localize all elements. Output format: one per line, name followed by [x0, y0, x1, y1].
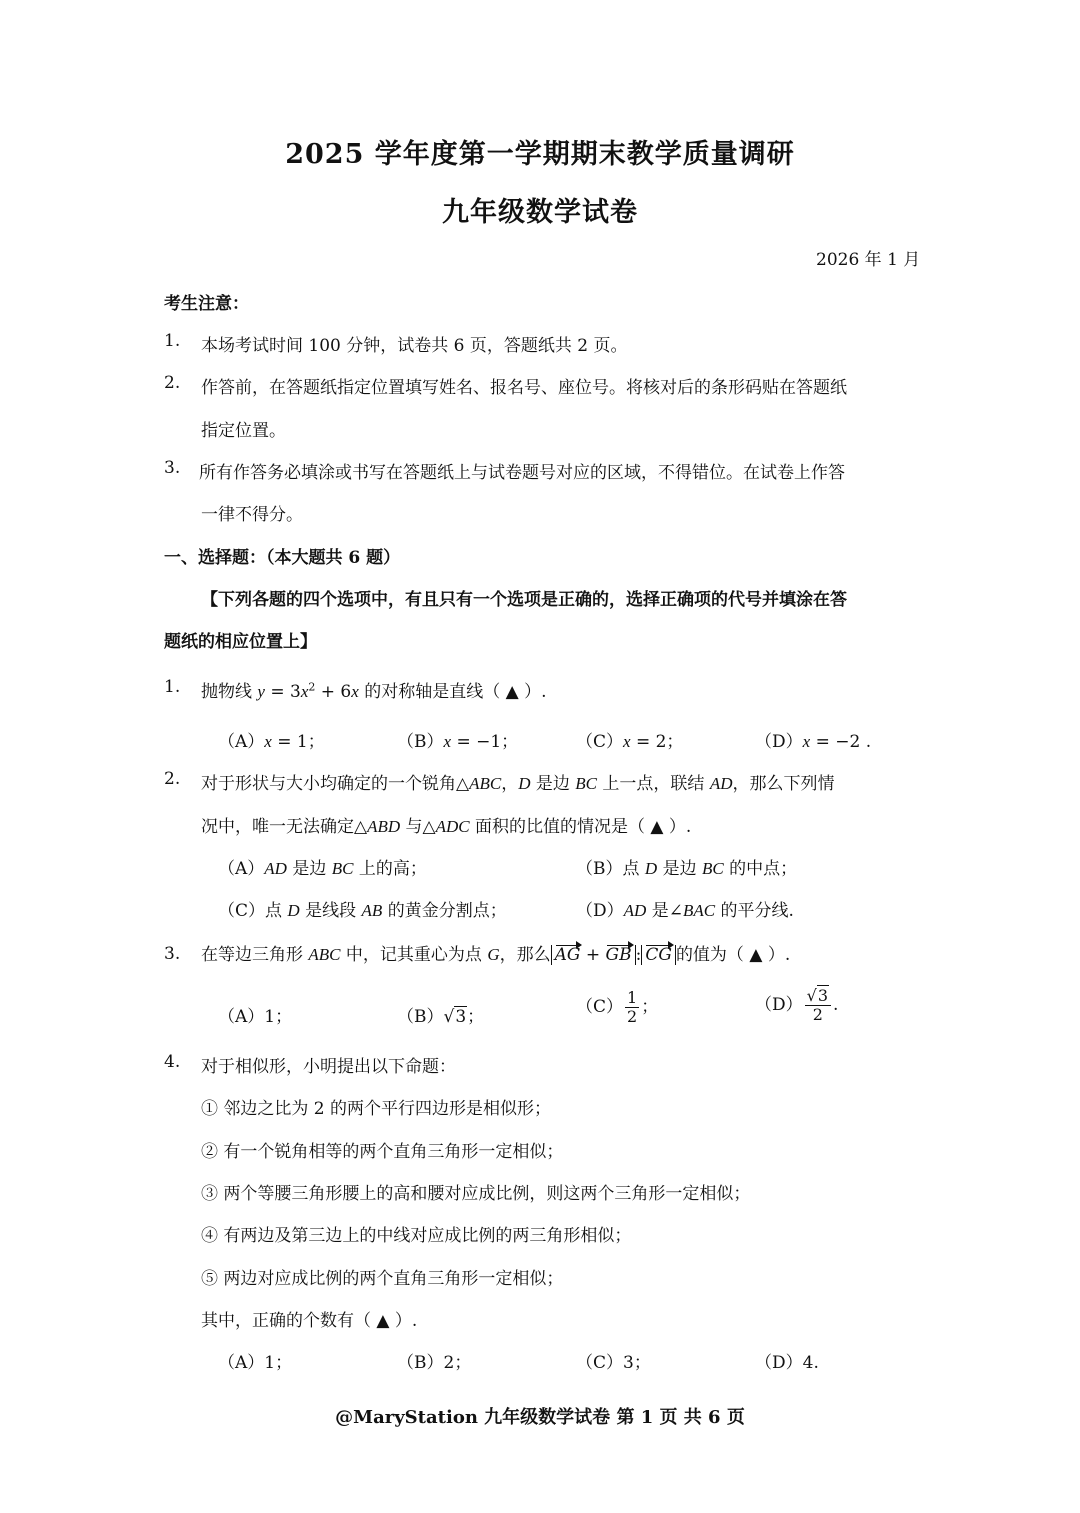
- vector-cg: CG: [645, 945, 672, 965]
- notice-item-continuation: 指定位置。: [201, 421, 286, 441]
- notice-item-text: 本场考试时间 100 分钟，试卷共 6 页，答题纸共 2 页。: [201, 336, 628, 356]
- question-number: 3.: [164, 944, 181, 964]
- vector-ag: AG: [554, 945, 581, 965]
- notice-item-number: 1.: [164, 331, 181, 351]
- question-1-stem: 抛物线 $y = 3x^2 + 6x$ 的对称轴是直线（ ▲ ）.: [201, 680, 547, 702]
- proposition: ③ 两个等腰三角形腰上的高和腰对应成比例，则这两个三角形一定相似；: [201, 1184, 751, 1204]
- option-a: （A）AD 是边 BC 上的高；: [218, 859, 427, 879]
- vector-sum-magnitude: AG + GB: [551, 945, 636, 965]
- option-c: （C）3；: [576, 1353, 651, 1373]
- question-3-stem: 在等边三角形 ABC 中，记其重心为点 G，那么 AG + GB : CG 的值为（ ▲ ）.: [201, 945, 791, 965]
- proposition: ④ 有两边及第三边上的中线对应成比例的两三角形相似；: [201, 1226, 632, 1246]
- section-instruction-continuation: 题纸的相应位置上】: [164, 632, 317, 652]
- notice-item-number: 2.: [164, 373, 181, 393]
- question-2-stem: 对于形状与大小均确定的一个锐角△ABC，D 是边 BC 上一点，联结 AD，那么下列情: [201, 774, 835, 794]
- section-instruction: 【下列各题的四个选项中，有且只有一个选项是正确的，选择正确项的代号并填涂在答: [201, 590, 847, 610]
- proposition: ⑤ 两边对应成比例的两个直角三角形一定相似；: [201, 1269, 564, 1289]
- question-number: 1.: [164, 677, 181, 697]
- notice-item-number: 3.: [164, 458, 181, 478]
- page-footer: @MaryStation 九年级数学试卷 第 1 页 共 6 页: [335, 1407, 745, 1428]
- option-d: （D） $\frac{√3}{2}$ .: [755, 986, 839, 1024]
- question-number: 4.: [164, 1052, 181, 1072]
- fraction: $\frac{√3}{2}$: [805, 988, 831, 1023]
- option-a: （A）x = 1；: [218, 732, 325, 752]
- option-c: （C） $\frac{1}{2}$ ；: [576, 988, 659, 1026]
- proposition: ② 有一个锐角相等的两个直角三角形一定相似；: [201, 1142, 564, 1162]
- option-d: （D）AD 是∠BAC 的平分线.: [576, 901, 794, 921]
- exam-title: 2025 学年度第一学期期末教学质量调研: [285, 139, 795, 170]
- option-d: （D）x = −2 .: [755, 732, 872, 752]
- exam-date: 2026 年 1 月: [816, 250, 921, 270]
- option-b: （B）点 D 是边 BC 的中点；: [576, 859, 798, 879]
- section-heading: 一、选择题：（本大题共 6 题）: [164, 548, 401, 568]
- option-a: （A）1；: [218, 1353, 293, 1373]
- exam-subtitle: 九年级数学试卷: [442, 197, 638, 228]
- option-b: （B）2；: [397, 1353, 472, 1373]
- question-2-stem-continuation: 况中，唯一无法确定△ABD 与△ADC 面积的比值的情况是（ ▲ ）.: [201, 817, 692, 837]
- option-c: （C）点 D 是线段 AB 的黄金分割点；: [218, 901, 507, 921]
- notice-item-text: 所有作答务必填涂或书写在答题纸上与试卷题号对应的区域，不得错位。在试卷上作答: [199, 463, 845, 483]
- vector-cg-magnitude: [641, 945, 676, 965]
- option-b: （B）x = −1；: [397, 732, 519, 752]
- sqrt-expression: √3: [443, 1007, 467, 1027]
- notice-item-continuation: 一律不得分。: [201, 505, 303, 525]
- notice-heading: 考生注意：: [164, 294, 249, 314]
- question-4-stem: 对于相似形，小明提出以下命题：: [201, 1057, 456, 1077]
- option-b: （B）√3；: [397, 1007, 485, 1027]
- question-4-prompt: 其中，正确的个数有（ ▲ ）.: [201, 1311, 418, 1331]
- option-a: （A）1；: [218, 1007, 293, 1027]
- fraction: $\frac{1}{2}$: [627, 988, 638, 1026]
- question-number: 2.: [164, 769, 181, 789]
- option-c: （C）x = 2；: [576, 732, 684, 752]
- proposition: ① 邻边之比为 2 的两个平行四边形是相似形；: [201, 1099, 552, 1119]
- option-d: （D）4.: [755, 1353, 819, 1373]
- vector-gb: GB: [605, 945, 632, 965]
- notice-item-text: 作答前，在答题纸指定位置填写姓名、报名号、座位号。将核对后的条形码贴在答题纸: [201, 378, 847, 398]
